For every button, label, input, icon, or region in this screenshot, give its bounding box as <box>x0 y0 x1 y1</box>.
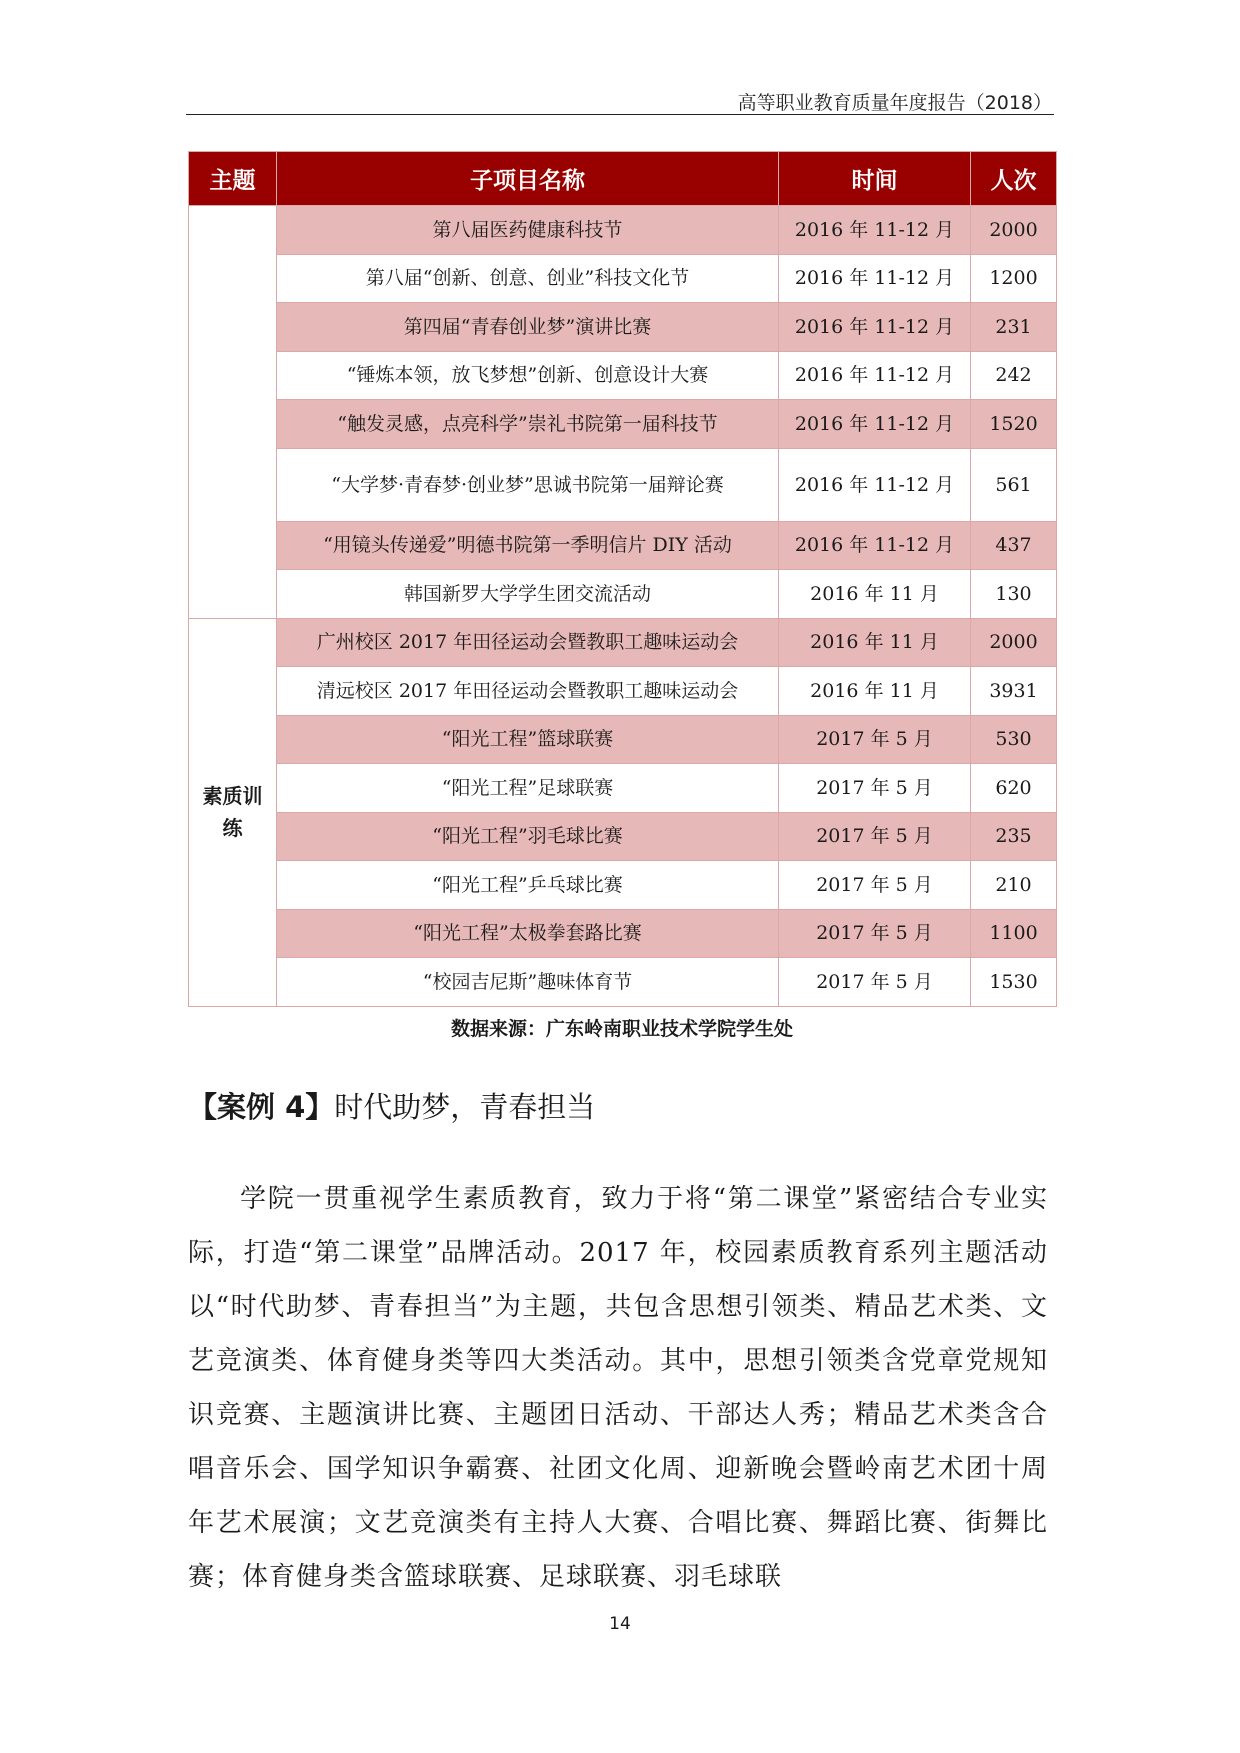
row-name: “阳光工程”篮球联赛 <box>277 715 779 764</box>
row-time: 2017 年 5 月 <box>779 958 971 1007</box>
page-number: 14 <box>609 1614 631 1634</box>
table-row <box>189 667 1057 716</box>
row-count: 1200 <box>971 254 1057 303</box>
table-row <box>189 618 1057 667</box>
table-row <box>189 254 1057 303</box>
case-heading <box>188 1085 595 1126</box>
table-source-caption: 数据来源：广东岭南职业技术学院学生处 <box>450 1018 793 1040</box>
header-time: 时间 <box>779 152 971 206</box>
table-row <box>189 521 1057 570</box>
header-rule <box>186 114 1054 115</box>
row-name: “阳光工程”足球联赛 <box>277 764 779 813</box>
row-time: 2017 年 5 月 <box>779 764 971 813</box>
row-time: 2016 年 11 月 <box>779 618 971 667</box>
row-count: 2000 <box>971 206 1057 255</box>
table-row <box>189 764 1057 813</box>
row-count: 242 <box>971 351 1057 400</box>
row-name: 第八届“创新、创意、创业”科技文化节 <box>277 254 779 303</box>
body-paragraph: 学院一贯重视学生素质教育，致力于将“第二课堂”紧密结合专业实际，打造“第二课堂”品牌活动。2017 年，校园素质教育系列主题活动以“时代助梦、青春担当”为主题，共包含思想引领类、精品艺术类、文艺竞演类、体育健身类等四大类活动。其中，思想引领类含党章党规知识竞赛、主题演讲比赛、主题团日活动、干部达人秀；精品艺术类含合唱音乐会、国学知识争霸赛、社团文化周、迎新晚会暨岭南艺术团十周年艺术展演；文艺竞演类有主持人大赛、合唱比赛、舞蹈比赛、街舞比赛；体育健身类含篮球联赛、足球联赛、羽毛球联 <box>188 1184 1048 1592</box>
row-count: 561 <box>971 448 1057 521</box>
row-name: 第八届医药健康科技节 <box>277 206 779 255</box>
row-time: 2016 年 11-12 月 <box>779 400 971 449</box>
row-time: 2016 年 11-12 月 <box>779 448 971 521</box>
table-row <box>189 400 1057 449</box>
row-time: 2016 年 11-12 月 <box>779 521 971 570</box>
activity-table <box>188 151 1057 1007</box>
row-time: 2016 年 11-12 月 <box>779 206 971 255</box>
table-row <box>189 909 1057 958</box>
table-row <box>189 958 1057 1007</box>
row-time: 2016 年 11-12 月 <box>779 254 971 303</box>
case-tag: 【案例 4】 <box>188 1090 335 1124</box>
row-count: 231 <box>971 303 1057 352</box>
row-count: 210 <box>971 861 1057 910</box>
row-count: 530 <box>971 715 1057 764</box>
row-time: 2017 年 5 月 <box>779 812 971 861</box>
theme-cell: 素质训练 <box>189 618 277 1006</box>
row-name: “大学梦·青春梦·创业梦”思诚书院第一届辩论赛 <box>277 448 779 521</box>
row-time: 2017 年 5 月 <box>779 909 971 958</box>
table-row <box>189 351 1057 400</box>
row-count: 130 <box>971 570 1057 619</box>
table-row <box>189 570 1057 619</box>
row-name: “触发灵感，点亮科学”崇礼书院第一届科技节 <box>277 400 779 449</box>
table-row <box>189 715 1057 764</box>
row-time: 2016 年 11 月 <box>779 667 971 716</box>
row-time: 2017 年 5 月 <box>779 861 971 910</box>
row-name: 广州校区 2017 年田径运动会暨教职工趣味运动会 <box>277 618 779 667</box>
row-time: 2016 年 11 月 <box>779 570 971 619</box>
row-name: “阳光工程”太极拳套路比赛 <box>277 909 779 958</box>
row-count: 3931 <box>971 667 1057 716</box>
row-count: 235 <box>971 812 1057 861</box>
table-row <box>189 206 1057 255</box>
row-name: 韩国新罗大学学生团交流活动 <box>277 570 779 619</box>
header-theme: 主题 <box>189 152 277 206</box>
table-row <box>189 448 1057 521</box>
row-count: 1100 <box>971 909 1057 958</box>
row-count: 620 <box>971 764 1057 813</box>
table-row <box>189 812 1057 861</box>
case-title: 时代助梦，青春担当 <box>334 1090 596 1124</box>
row-time: 2017 年 5 月 <box>779 715 971 764</box>
row-name: “阳光工程”乒乓球比赛 <box>277 861 779 910</box>
row-name: “校园吉尼斯”趣味体育节 <box>277 958 779 1007</box>
row-name: “锤炼本领，放飞梦想”创新、创意设计大赛 <box>277 351 779 400</box>
row-name: “阳光工程”羽毛球比赛 <box>277 812 779 861</box>
row-count: 437 <box>971 521 1057 570</box>
header-subproject: 子项目名称 <box>277 152 779 206</box>
running-header: 高等职业教育质量年度报告（2018） <box>737 92 1052 114</box>
row-time: 2016 年 11-12 月 <box>779 303 971 352</box>
row-name: “用镜头传递爱”明德书院第一季明信片 DIY 活动 <box>277 521 779 570</box>
header-count: 人次 <box>971 152 1057 206</box>
row-time: 2016 年 11-12 月 <box>779 351 971 400</box>
row-count: 1520 <box>971 400 1057 449</box>
row-count: 1530 <box>971 958 1057 1007</box>
row-name: 第四届“青春创业梦”演讲比赛 <box>277 303 779 352</box>
row-count: 2000 <box>971 618 1057 667</box>
theme-cell <box>189 206 277 619</box>
table-header-row <box>189 152 1057 206</box>
row-name: 清远校区 2017 年田径运动会暨教职工趣味运动会 <box>277 667 779 716</box>
table-row <box>189 303 1057 352</box>
table-row <box>189 861 1057 910</box>
